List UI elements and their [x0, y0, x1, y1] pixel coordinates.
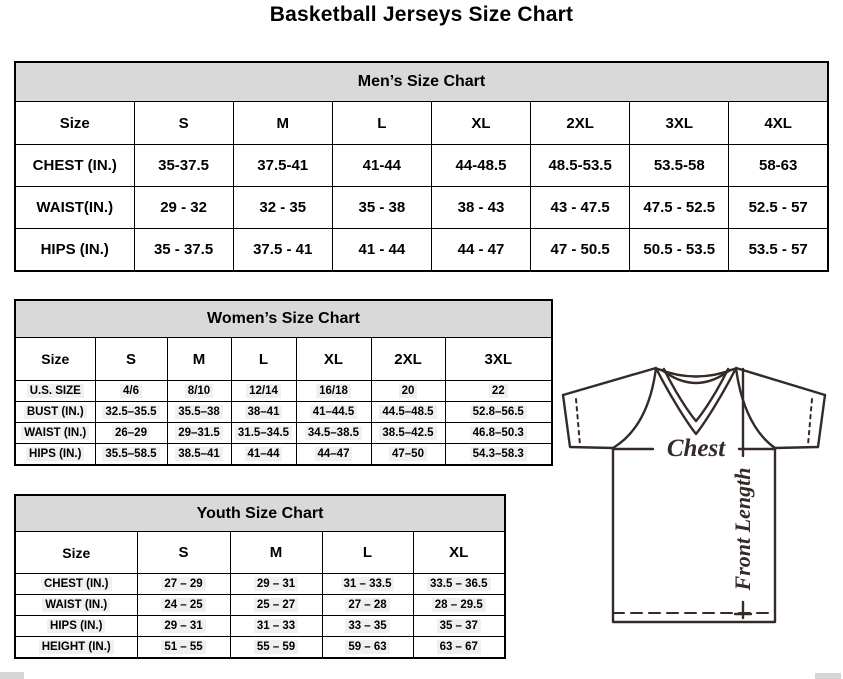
column-header: XL: [431, 102, 530, 145]
cell-value: 33.5 – 36.5: [413, 574, 505, 595]
cell-value: 53.5 - 57: [729, 229, 828, 272]
column-header: L: [332, 102, 431, 145]
cell-value: 50.5 - 53.5: [630, 229, 729, 272]
column-header: 2XL: [531, 102, 630, 145]
column-header: 2XL: [371, 338, 445, 381]
mens-size-table: [14, 61, 829, 272]
cell-value: 26–29: [95, 423, 167, 444]
front-length-label: Front Length: [730, 467, 755, 591]
column-header: 3XL: [630, 102, 729, 145]
table-row: [15, 229, 828, 272]
cell-value: 53.5-58: [630, 145, 729, 187]
cell-value: 28 – 29.5: [413, 595, 505, 616]
cell-value: 27 – 28: [322, 595, 413, 616]
cell-value: 37.5-41: [233, 145, 332, 187]
cell-value: 52.5 - 57: [729, 187, 828, 229]
column-header: S: [134, 102, 233, 145]
row-label: CHEST (IN.): [15, 145, 134, 187]
column-header: 3XL: [445, 338, 552, 381]
cell-value: 37.5 - 41: [233, 229, 332, 272]
row-label: WAIST(IN.): [15, 187, 134, 229]
mens-column-header-row: [15, 102, 828, 145]
jersey-sleeve-left-cuff-dashes: [576, 399, 580, 445]
jersey-shoulder-left: [563, 368, 656, 395]
row-label-text: WAIST (IN.): [42, 598, 110, 613]
cell-value: 33 – 35: [322, 616, 413, 637]
womens-table-title: Women’s Size Chart: [15, 300, 552, 338]
cell-value: 47–50: [371, 444, 445, 466]
table-row: [15, 574, 505, 595]
row-label: [15, 423, 95, 444]
cell-value: 38.5–42.5: [371, 423, 445, 444]
cell-value: 31.5–34.5: [231, 423, 296, 444]
cell-value: 44–47: [296, 444, 371, 466]
womens-column-header-row: [15, 338, 552, 381]
jersey-measurement-diagram: [552, 354, 837, 632]
row-label: [15, 381, 95, 402]
table-row: [15, 616, 505, 637]
table-row: [15, 145, 828, 187]
cell-value: 41 - 44: [332, 229, 431, 272]
cell-value: 51 – 55: [137, 637, 230, 659]
jersey-sleeve-right-cuff-dashes: [808, 399, 812, 445]
column-header: S: [137, 532, 230, 574]
scrollbar-fragment-right[interactable]: [815, 673, 841, 679]
table-row: [15, 381, 552, 402]
cell-value: 35.5–38: [167, 402, 231, 423]
cell-value: 35-37.5: [134, 145, 233, 187]
youth-column-header-row: [15, 532, 505, 574]
jersey-shoulder-right: [736, 368, 825, 395]
cell-value: 44-48.5: [431, 145, 530, 187]
cell-value: 16/18: [296, 381, 371, 402]
cell-value: 35 - 38: [332, 187, 431, 229]
cell-value: 34.5–38.5: [296, 423, 371, 444]
cell-value: 35 – 37: [413, 616, 505, 637]
column-header: Size: [15, 532, 137, 574]
cell-value: 58-63: [729, 145, 828, 187]
row-label: [15, 637, 137, 659]
cell-value: 44 - 47: [431, 229, 530, 272]
scrollbar-fragment-left[interactable]: [0, 672, 24, 679]
cell-value: 59 – 63: [322, 637, 413, 659]
column-header: M: [230, 532, 322, 574]
cell-value: 47.5 - 52.5: [630, 187, 729, 229]
row-label-text: CHEST (IN.): [41, 577, 112, 592]
cell-value: 8/10: [167, 381, 231, 402]
cell-value: 35.5–58.5: [95, 444, 167, 466]
cell-value: 12/14: [231, 381, 296, 402]
column-header: Size: [15, 102, 134, 145]
cell-value: 27 – 29: [137, 574, 230, 595]
cell-value: 41-44: [332, 145, 431, 187]
column-header: L: [322, 532, 413, 574]
row-label-text: U.S. SIZE: [27, 384, 84, 399]
cell-value: 38 - 43: [431, 187, 530, 229]
cell-value: 38.5–41: [167, 444, 231, 466]
cell-value: 22: [445, 381, 552, 402]
cell-value: 20: [371, 381, 445, 402]
cell-value: 32.5–35.5: [95, 402, 167, 423]
mens-table-title: Men’s Size Chart: [15, 62, 828, 102]
row-label: [15, 444, 95, 466]
cell-value: 24 – 25: [137, 595, 230, 616]
cell-value: 43 - 47.5: [531, 187, 630, 229]
cell-value: 47 - 50.5: [531, 229, 630, 272]
cell-value: 29 – 31: [230, 574, 322, 595]
table-row: [15, 187, 828, 229]
column-header: S: [95, 338, 167, 381]
cell-value: 29 - 32: [134, 187, 233, 229]
cell-value: 44.5–48.5: [371, 402, 445, 423]
row-label: [15, 402, 95, 423]
cell-value: 46.8–50.3: [445, 423, 552, 444]
cell-value: 52.8–56.5: [445, 402, 552, 423]
column-header: 4XL: [729, 102, 828, 145]
row-label-text: HIPS (IN.): [47, 619, 105, 634]
table-row: [15, 637, 505, 659]
cell-value: 32 - 35: [233, 187, 332, 229]
column-header: Size: [15, 338, 95, 381]
row-label-text: HEIGHT (IN.): [39, 640, 114, 655]
jersey-sleeve-left: [563, 395, 613, 448]
row-label: HIPS (IN.): [15, 229, 134, 272]
chest-label: Chest: [666, 435, 726, 462]
table-row: [15, 423, 552, 444]
row-label-text: BUST (IN.): [24, 405, 87, 420]
table-row: [15, 595, 505, 616]
column-header: M: [233, 102, 332, 145]
jersey-sleeve-right: [775, 395, 825, 448]
jersey-sleeve-left-seam: [613, 368, 656, 448]
cell-value: 38–41: [231, 402, 296, 423]
row-label: [15, 616, 137, 637]
column-header: M: [167, 338, 231, 381]
cell-value: 63 – 67: [413, 637, 505, 659]
row-label: [15, 595, 137, 616]
cell-value: 4/6: [95, 381, 167, 402]
cell-value: 54.3–58.3: [445, 444, 552, 466]
cell-value: 31 – 33.5: [322, 574, 413, 595]
cell-value: 41–44: [231, 444, 296, 466]
page-title: Basketball Jerseys Size Chart: [269, 3, 574, 26]
cell-value: 48.5-53.5: [531, 145, 630, 187]
cell-value: 29 – 31: [137, 616, 230, 637]
youth-table-title: Youth Size Chart: [15, 495, 505, 532]
cell-value: 31 – 33: [230, 616, 322, 637]
cell-value: 29–31.5: [167, 423, 231, 444]
youth-size-table: [14, 494, 506, 659]
row-label-text: WAIST (IN.): [21, 426, 89, 441]
cell-value: 35 - 37.5: [134, 229, 233, 272]
table-row: [15, 402, 552, 423]
column-header: XL: [413, 532, 505, 574]
cell-value: 41–44.5: [296, 402, 371, 423]
table-row: [15, 444, 552, 466]
column-header: XL: [296, 338, 371, 381]
womens-size-table: [14, 299, 553, 466]
row-label: [15, 574, 137, 595]
column-header: L: [231, 338, 296, 381]
cell-value: 55 – 59: [230, 637, 322, 659]
row-label-text: HIPS (IN.): [26, 447, 84, 462]
cell-value: 25 – 27: [230, 595, 322, 616]
